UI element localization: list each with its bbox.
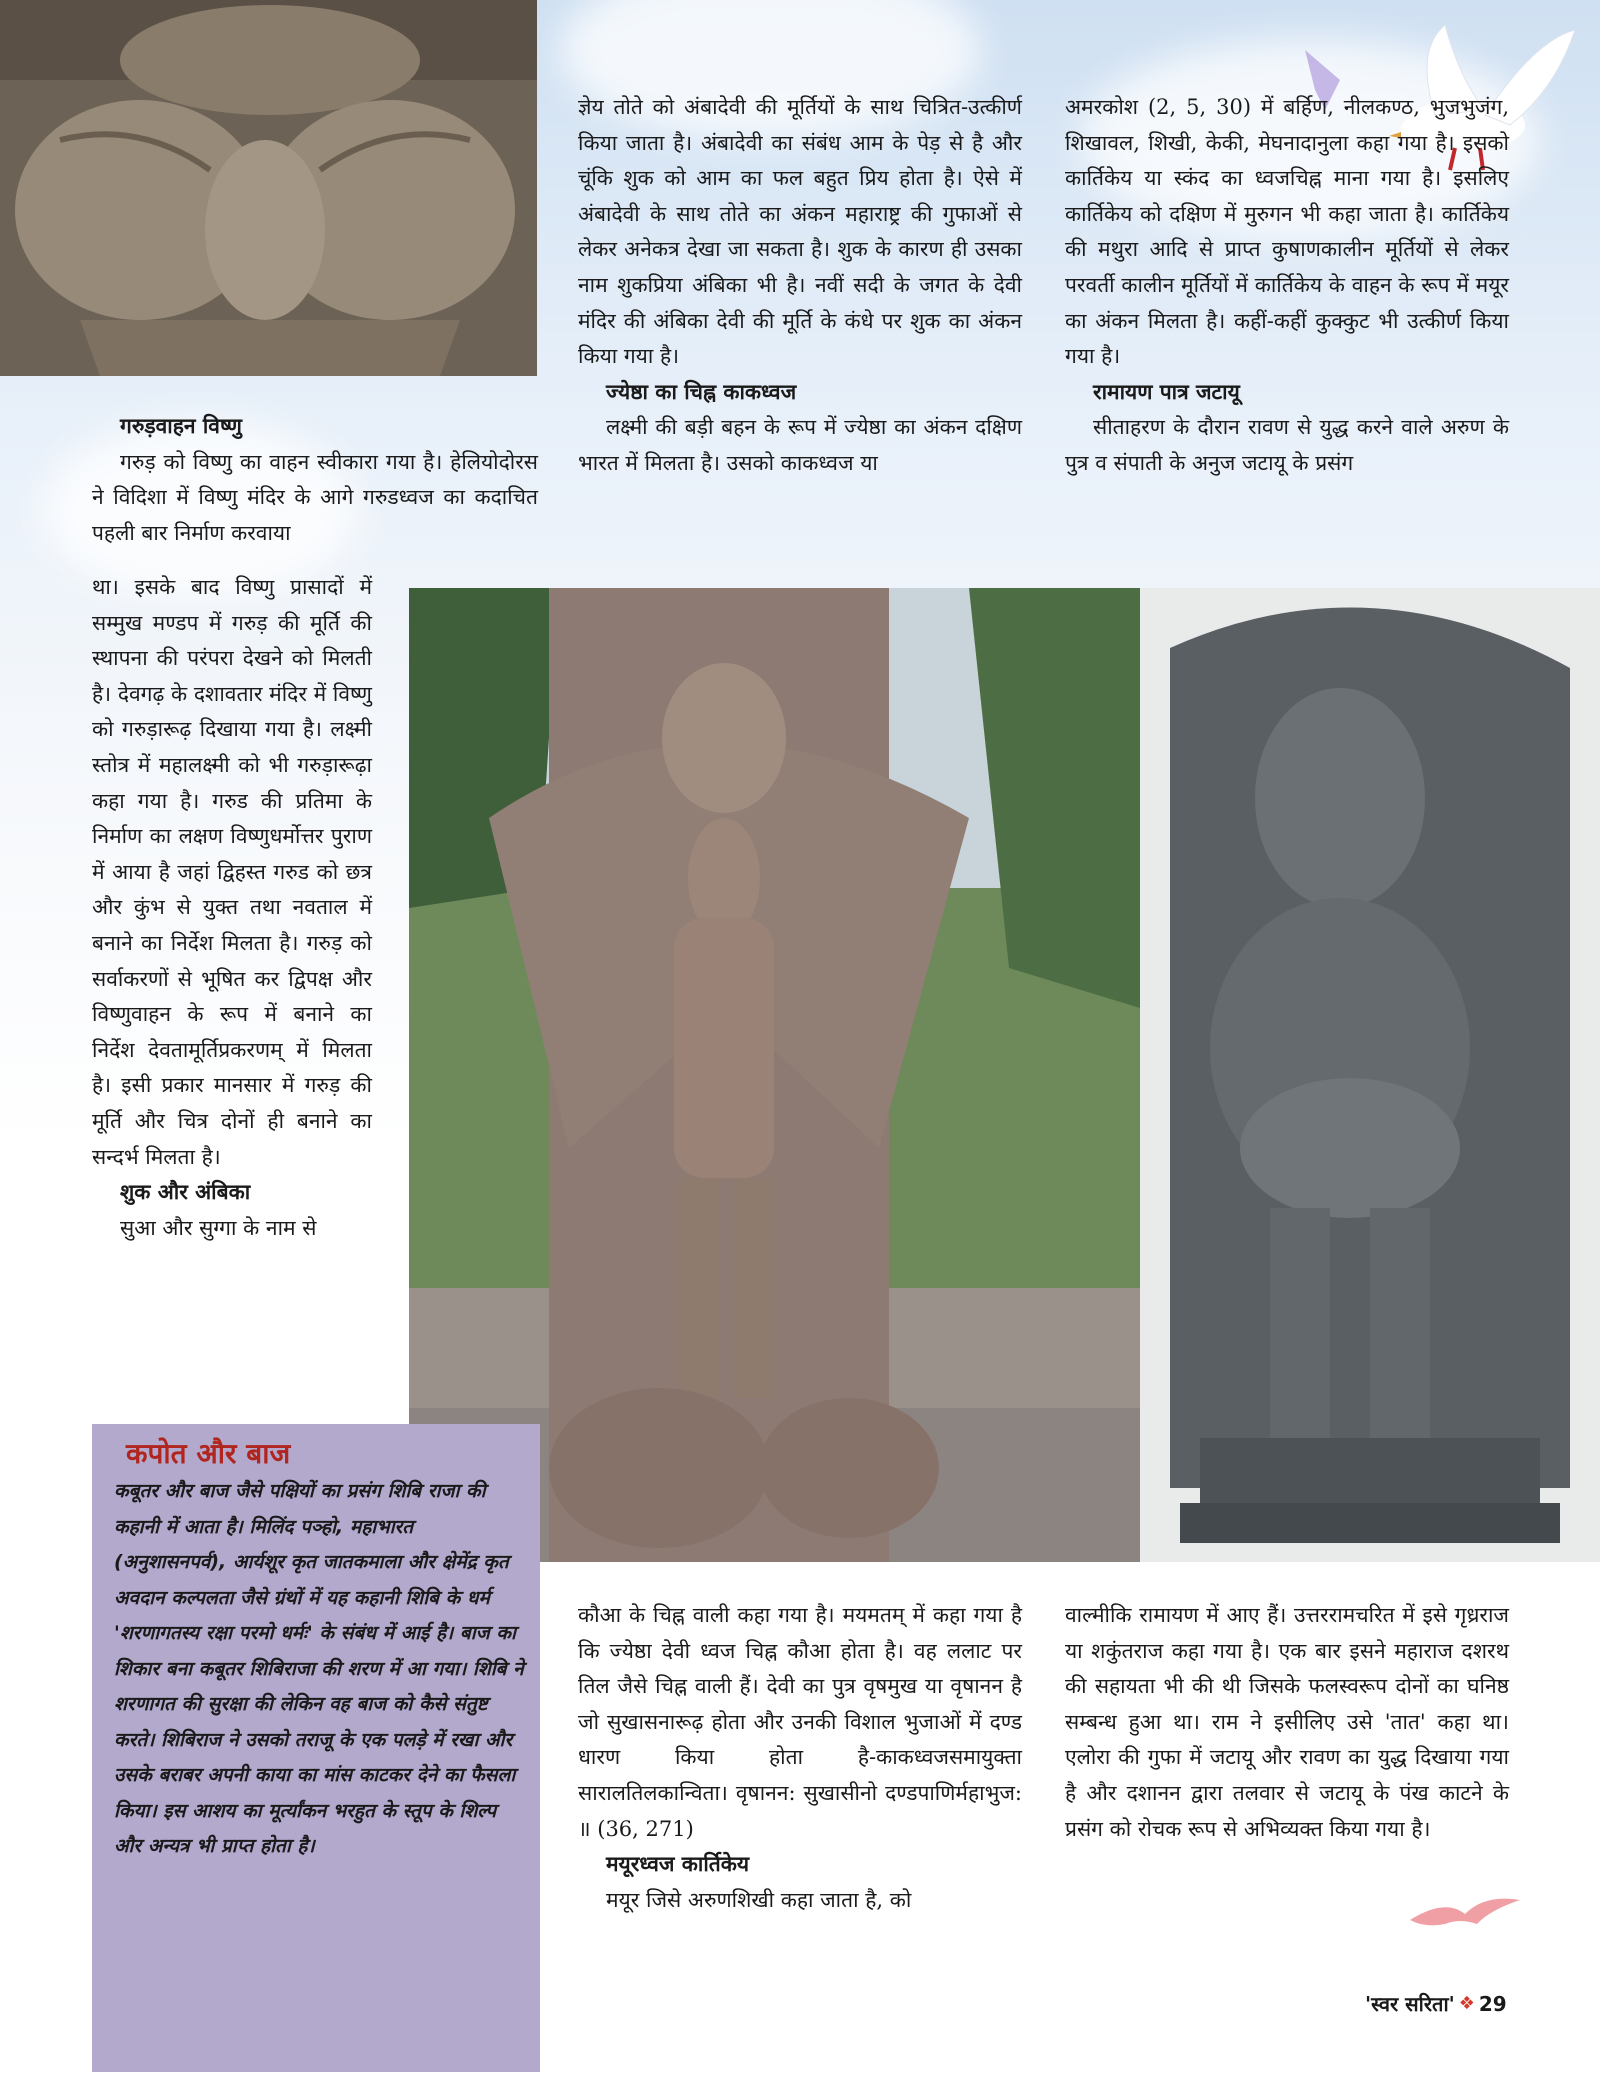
paragraph-garuda-cont: था। इसके बाद विष्णु प्रासादों में सम्मुख मण्डप में गरुड़ की मूर्ति की स्थापना की परंपरा देखने को मिलती है। देवगढ़ के दशावतार मंदिर में विष्णु को गरुड़ारूढ़ दिखाया गया है। लक्ष्मी स्तोत्र में महालक्ष्मी को भी गरुड़ारूढ़ा कहा गया है। गरुड की प्रतिमा के निर्माण का लक्षण विष्णुधर्मोत्तर पुराण में आया है जहां द्विहस्त गरुड को छत्र और कुंभ से युक्त तथा नवताल में बनाने का निर्देश मिलता है। गरुड़ को सर्वाकरणों से भूषित कर द्विपक्ष और विष्णुवाहन के रूप में बनाने का निर्देश देवतामूर्तिप्रकरणम् में मिलता है। इसी प्रकार मानसार में गरुड़ की मूर्ति और चित्र दोनों ही बनाने का सन्दर्भ मिलता है।: [92, 575, 372, 1169]
middle-column-top: [578, 90, 1022, 482]
paragraph-mayur-intro: मयूर जिसे अरुणशिखी कहा जाता है, को: [606, 1887, 912, 1912]
paragraph-jyeshtha-cont: कौआ के चिह्न वाली कहा गया है। मयमतम् में कहा गया है कि ज्येष्ठा देवी ध्वज चिह्न कौआ होता है। वह ललाट पर तिल जैसे चिह्न वाली हैं। देवी का पुत्र वृषमुख या वृषानन है जो सुखासनारूढ़ होता और उनकी विशाल भुजाओं में दण्ड धारण किया होता है-काकध्वजसमायुक्ता सारालतिलकान्विता। वृषानन: सुखासीनो दण्डपाणिर्महाभुज: ॥ (36, 271): [578, 1603, 1022, 1841]
figure-illustration: [1140, 588, 1600, 1562]
paragraph-shuk-intro: सुआ और सुग्गा के नाम से: [120, 1215, 317, 1240]
right-column-top: [1065, 90, 1509, 482]
left-column-top: [92, 409, 538, 551]
sidebar-title: कपोत और बाज: [126, 1437, 291, 1470]
page-footer: [1365, 1990, 1507, 2017]
paragraph-garuda-intro: गरुड़ को विष्णु का वाहन स्वीकारा गया है। हेलियोदोरस ने विदिशा में विष्णु मंदिर के आगे गरुडध्वज का कदाचित पहली बार निर्माण करवाया: [92, 449, 538, 545]
middle-column-bottom: [578, 1598, 1022, 1918]
heading-jatayu: रामायण पात्र जटायू: [1093, 379, 1240, 404]
jatayu-sculpture-photo: [1140, 588, 1600, 1562]
paragraph-jatayu-cont: वाल्मीकि रामायण में आए हैं। उत्तररामचरित में इसे गृध्रराज या शकुंतराज कहा गया है। एक बार इसने महाराज दशरथ की सहायता भी की थी जिसके फलस्वरूप दोनों का घनिष्ठ सम्बन्ध हुआ था। राम ने इसीलिए उसे 'तात' कहा था। एलोरा की गुफा में जटायू और रावण का युद्ध दिखाया गया है और दशानन द्वारा तलवार से जटायू के पंख काटने के प्रसंग को रोचक रूप से अभिव्यक्त किया गया है।: [1065, 1603, 1509, 1841]
heading-garuda-vahan: गरुड़वाहन विष्णु: [120, 414, 242, 438]
relief-illustration: [0, 0, 537, 376]
right-column-bottom: [1065, 1598, 1509, 1847]
page-number: 29: [1478, 1991, 1507, 2016]
paragraph-ambika: ज्ञेय तोते को अंबादेवी की मूर्तियों के साथ चित्रित-उत्कीर्ण किया जाता है। अंबादेवी का संबंध आम के पेड़ से है और चूंकि शुक को आम का फल बहुत प्रिय होता है। ऐसे में अंबादेवी के साथ तोते का अंकन महाराष्ट्र की गुफाओं से लेकर अनेकत्र देखा जा सकता है। शुक के कारण ही उसका नाम शुकप्रिया अंबिका भी है। नवीं सदी के जगत के देवी मंदिर की अंबिका देवी की मूर्ति के कंधे पर शुक का अंकन किया गया है।: [578, 95, 1022, 369]
garuda-illustration: [409, 588, 1140, 1562]
bird-icon: [1405, 1890, 1525, 1935]
paragraph-mayur: अमरकोश (2, 5, 30) में बर्हिण, नीलकण्ठ, भुजभुजंग, शिखावल, शिखी, केकी, मेघनादानुला कहा गया है। इसको कार्तिकेय या स्कंद का ध्वजचिह्न माना गया है। इसलिए कार्तिकेय को दक्षिण में मुरुगन भी कहा जाता है। कार्तिकेय की मथुरा आदि से प्राप्त कुषाणकालीन मूर्तियों से लेकर परवर्ती कालीन मूर्तियों में कार्तिकेय के वाहन के रूप में मयूर का अंकन मिलता है। कहीं-कहीं कुक्कुट भी उत्कीर्ण किया गया है।: [1065, 95, 1509, 369]
left-column-narrow: [92, 570, 372, 1246]
paragraph-jatayu-intro: सीताहरण के दौरान रावण से युद्ध करने वाले अरुण के पुत्र व संपाती के अनुज जटायू के प्रसंग: [1065, 415, 1509, 475]
heading-jyeshtha: ज्येष्ठा का चिह्न काकध्वज: [606, 379, 797, 404]
heading-mayurdhvaj: मयूरध्वज कार्तिकेय: [606, 1852, 750, 1877]
bird-ornament: [1405, 1890, 1525, 1935]
garuda-sculpture-photo: [409, 588, 1140, 1562]
separator-icon: ❖: [1458, 1993, 1475, 2014]
magazine-name: 'स्वर सरिता': [1365, 1992, 1455, 2016]
relief-photo: [0, 0, 537, 376]
sidebar-box-kapot-baaj: [92, 1424, 540, 2072]
heading-shuk-ambika: शुक और अंबिका: [120, 1180, 251, 1205]
sidebar-body: कबूतर और बाज जैसे पक्षियों का प्रसंग शिबि राजा की कहानी में आता है। मिलिंद पञ्हो, महाभारत (अनुशासनपर्व), आर्यशूर कृत जातकमाला और क्षेमेंद्र कृत अवदान कल्पलता जैसे ग्रंथों में यह कहानी शिबि के धर्म 'शरणागतस्य रक्षा परमो धर्मः' के संबंध में आई है। बाज का शिकार बना कबूतर शिबिराजा की शरण में आ गया। शिबि ने शरणागत की सुरक्षा की लेकिन वह बाज को कैसे संतुष्ट करते। शिबिराज ने उसको तराजू के एक पलड़े में रखा और उसके बराबर अपनी काया का मांस काटकर देने का फैसला किया। इस आशय का मूर्त्यांकन भरहुत के स्तूप के शिल्प और अन्यत्र भी प्राप्त होता है।: [114, 1480, 524, 1857]
paragraph-jyeshtha-intro: लक्ष्मी की बड़ी बहन के रूप में ज्येष्ठा का अंकन दक्षिण भारत में मिलता है। उसको काकध्वज या: [578, 415, 1022, 475]
